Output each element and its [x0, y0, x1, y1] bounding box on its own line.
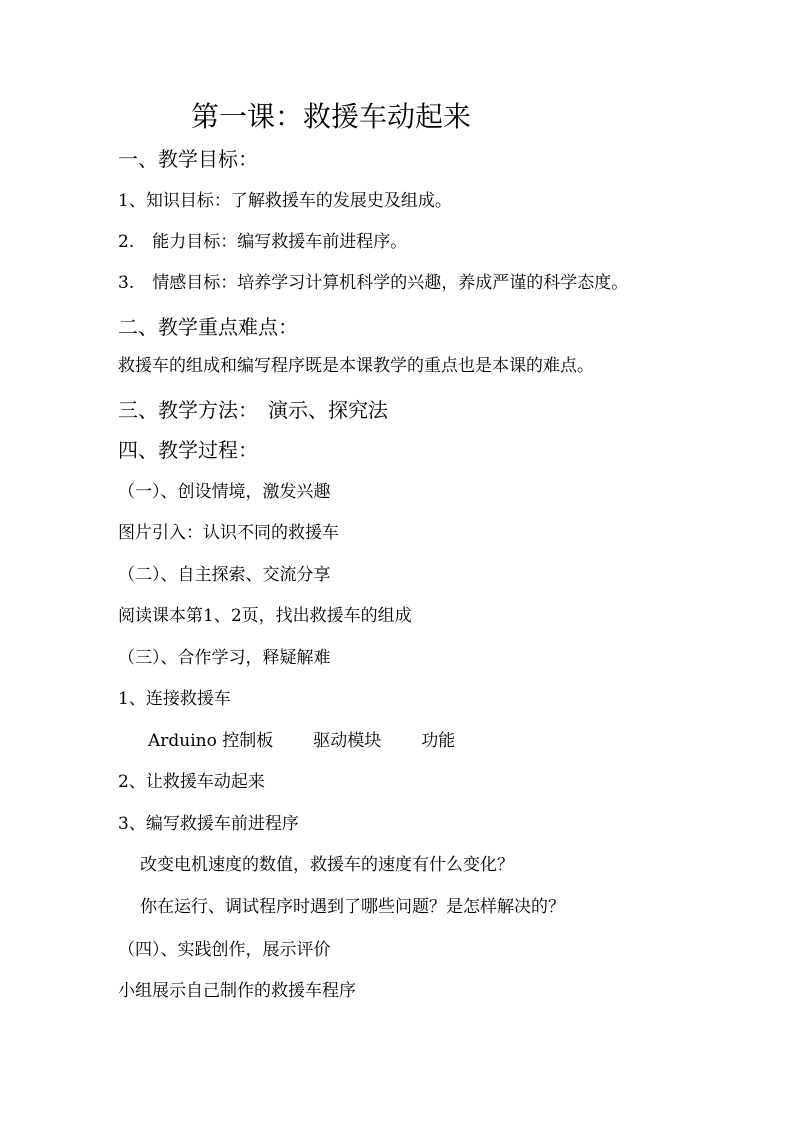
objective-item-3	[118, 273, 628, 293]
objective-item-1	[118, 191, 452, 211]
process-part-2-text: 阅读课本第1、2页，找出救援车的组成	[118, 606, 412, 626]
section-heading-process: 四、教学过程：	[118, 438, 258, 462]
section-heading-key-points: 二、教学重点难点：	[118, 315, 298, 339]
objective-number-1: 1、	[118, 191, 146, 211]
process-part-4-heading: （四）、实践创作，展示评价	[118, 940, 331, 960]
objective-number-3: 3.	[118, 273, 135, 293]
page-title: 第一课：救援车动起来	[191, 100, 472, 133]
process-part-4-text: 小组展示自己制作的救援车程序	[118, 981, 356, 1001]
methods-text: 演示、探究法	[268, 398, 388, 422]
objective-number-2: 2.	[118, 232, 135, 252]
question-2: 你在运行、调试程序时遇到了哪些问题？是怎样解决的？	[140, 897, 565, 917]
methods-heading-label: 三、教学方法：	[118, 398, 258, 422]
process-step-1: 1、连接救援车	[118, 689, 231, 709]
process-step-3: 3、编写救援车前进程序	[118, 814, 299, 834]
process-part-3-heading: （三）、合作学习，释疑解难	[118, 648, 331, 668]
objective-text-2: 能力目标：编写救援车前进程序。	[152, 232, 408, 252]
section-heading-objectives: 一、教学目标：	[118, 147, 258, 171]
section-heading-methods	[118, 398, 388, 422]
key-points-text: 救援车的组成和编写程序既是本课教学的重点也是本课的难点。	[118, 356, 594, 376]
process-part-1-heading: （一）、创设情境，激发兴趣	[118, 482, 331, 502]
objective-text-1: 知识目标：了解救援车的发展史及组成。	[145, 191, 452, 211]
objective-item-2	[118, 232, 407, 252]
process-part-2-heading: （二）、自主探索、交流分享	[118, 565, 331, 585]
component-list	[148, 731, 455, 751]
component-driver: 驱动模块	[313, 731, 382, 751]
question-1: 改变电机速度的数值，救援车的速度有什么变化？	[140, 855, 514, 875]
process-part-1-text: 图片引入：认识不同的救援车	[118, 523, 339, 543]
objective-text-3: 情感目标：培养学习计算机科学的兴趣，养成严谨的科学态度。	[152, 273, 629, 293]
process-step-2: 2、让救援车动起来	[118, 772, 265, 792]
component-controller: Arduino 控制板	[148, 731, 274, 751]
component-function: 功能	[421, 731, 456, 751]
